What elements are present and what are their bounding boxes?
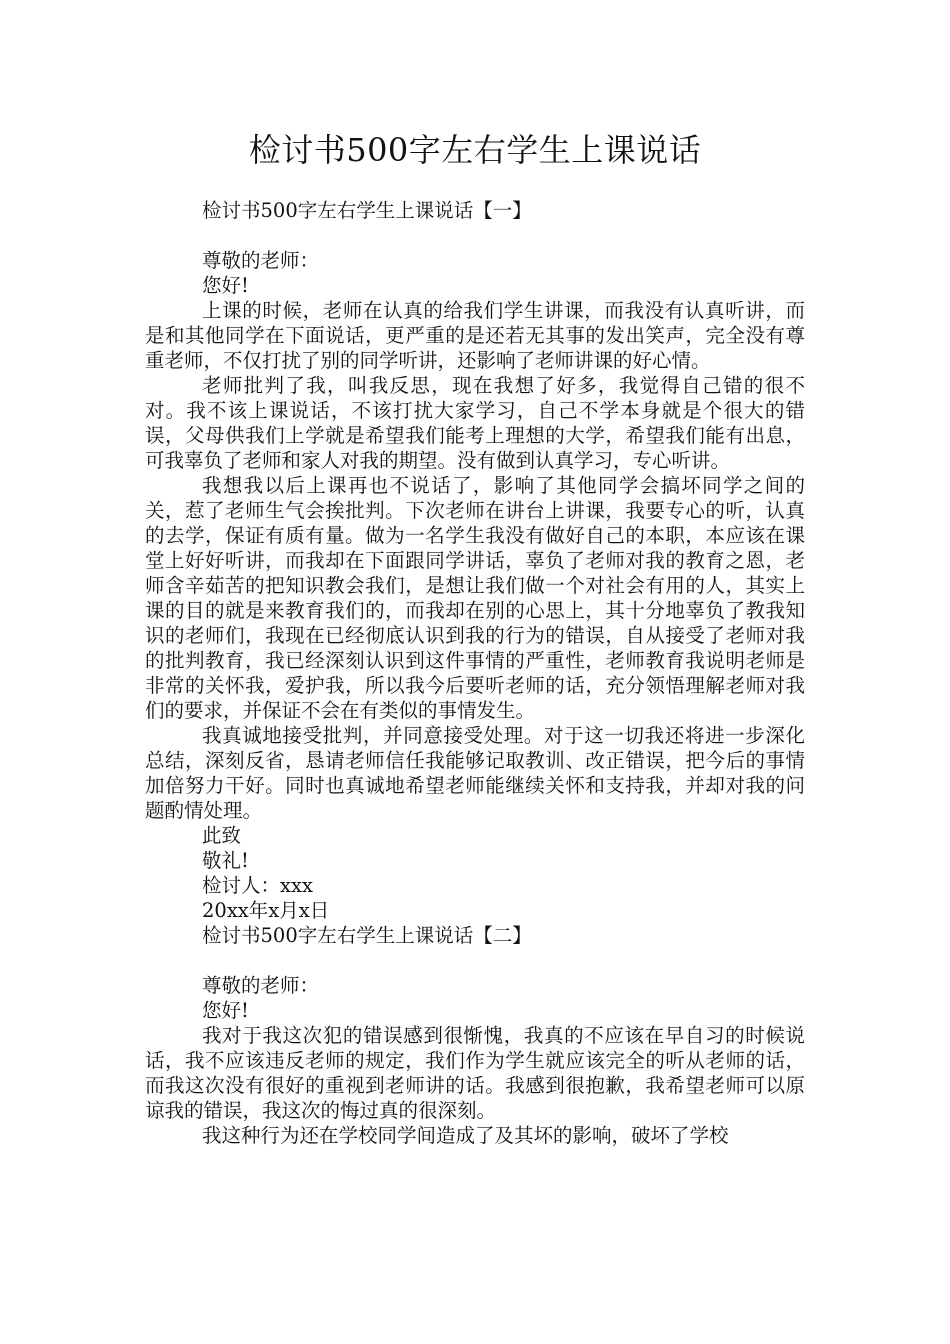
paragraph: 上课的时候，老师在认真的给我们学生讲课，而我没有认真听讲，而是和其他同学在下面说话，更严重的是还若无其事的发出笑声，完全没有尊重老师，不仅打扰了别的同学听讲，还影响了老师讲课的好心情。 (145, 299, 805, 372)
paragraph: 我想我以后上课再也不说话了，影响了其他同学会搞坏同学之间的关，惹了老师生气会挨批判。下次老师在讲台上讲课，我要专心的听，认真的去学，保证有质有量。做为一名学生我没有做好自己的本职，本应该在课堂上好好听讲，而我却在下面跟同学讲话，辜负了老师对我的教育之恩，老师含辛茹苦的把知识教会我们，是想让我们做一个对社会有用的人，其实上课的目的就是来教育我们的，而我却在别的心思上，其十分地辜负了教我知识的老师们，我现在已经彻底认识到我的行为的错误，自从接受了老师对我的批判教育，我已经深刻认识到这件事情的严重性，老师教育我说明老师是非常的关怀我，爱护我，所以我今后要听老师的话，充分领悟理解老师对我们的要求，并保证不会在有类似的事情发生。 (145, 474, 805, 722)
greeting: 您好! (202, 999, 249, 1022)
date-line: 20xx年x月x日 (202, 899, 330, 922)
blank-line (145, 948, 805, 973)
closing-line: 此致 (202, 824, 242, 847)
signer-line: 检讨人：xxx (202, 874, 313, 897)
greeting: 您好! (202, 274, 249, 297)
document-body (145, 198, 805, 1148)
paragraph: 我这种行为还在学校同学间造成了及其坏的影响，破坏了学校 (202, 1124, 729, 1147)
salutation: 尊敬的老师： (202, 974, 320, 997)
paragraph: 我对于我这次犯的错误感到很惭愧，我真的不应该在早自习的时候说话，我不应该违反老师的规定，我们作为学生就应该完全的听从老师的话，而我这次没有很好的重视到老师讲的话。我感到很抱歉，我希望老师可以原谅我的错误，我这次的悔过真的很深刻。 (145, 1024, 805, 1122)
salutation: 尊敬的老师： (202, 249, 320, 272)
paragraph: 我真诚地接受批判，并同意接受处理。对于这一切我还将进一步深化总结，深刻反省，恳请老师信任我能够记取教训、改正错误，把今后的事情加倍努力干好。同时也真诚地希望老师能继续关怀和支持我，并却对我的问题酌情处理。 (145, 724, 805, 822)
document-title: 检讨书500字左右学生上课说话 (248, 131, 702, 169)
blank-line (145, 223, 805, 248)
paragraph: 老师批判了我，叫我反思，现在我想了好多，我觉得自己错的很不对。我不该上课说话，不该打扰大家学习，自己不学本身就是个很大的错误，父母供我们上学就是希望我们能考上理想的大学，希望我们能有出息，可我辜负了老师和家人对我的期望。没有做到认真学习，专心听讲。 (145, 374, 805, 472)
section-heading-1: 检讨书500字左右学生上课说话【一】 (202, 199, 532, 222)
closing-line: 敬礼! (202, 849, 249, 872)
section-heading-2: 检讨书500字左右学生上课说话【二】 (202, 924, 532, 947)
